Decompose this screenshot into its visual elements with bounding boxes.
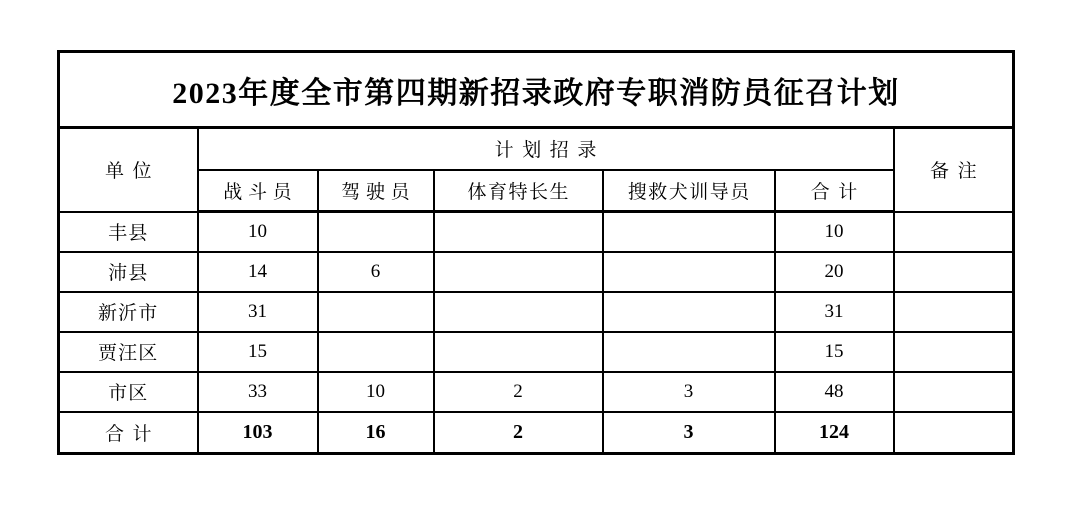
- data-cell: [434, 252, 603, 292]
- data-cell: [434, 292, 603, 332]
- data-cell: 14: [198, 252, 318, 292]
- table-row-fengxian: [59, 212, 1014, 252]
- data-cell: 10: [198, 212, 318, 252]
- data-cell: 31: [775, 292, 894, 332]
- data-cell: [434, 212, 603, 252]
- data-cell: 3: [603, 372, 775, 412]
- data-cell: 2: [434, 372, 603, 412]
- title-row: [59, 52, 1014, 128]
- data-cell: 48: [775, 372, 894, 412]
- total-cell: 16: [318, 412, 434, 454]
- data-cell: [603, 212, 775, 252]
- total-cell: 103: [198, 412, 318, 454]
- table-row-shiqu: [59, 372, 1014, 412]
- data-cell: [318, 212, 434, 252]
- total-row-label: 合计: [59, 412, 198, 454]
- data-cell: 33: [198, 372, 318, 412]
- header-row-2: [59, 170, 1014, 212]
- total-cell: 3: [603, 412, 775, 454]
- data-cell: [434, 332, 603, 372]
- data-cell: 6: [318, 252, 434, 292]
- data-cell: [318, 332, 434, 372]
- subheader-driver: 驾驶员: [318, 170, 434, 212]
- unit-column-header: 单位: [59, 128, 198, 212]
- data-cell: [603, 332, 775, 372]
- row-unit-label: 新沂市: [59, 292, 198, 332]
- table-row-jiawangqu: [59, 332, 1014, 372]
- subheader-sports-specialty: 体育特长生: [434, 170, 603, 212]
- total-cell: 124: [775, 412, 894, 454]
- subheader-combatant: 战斗员: [198, 170, 318, 212]
- header-row-1: [59, 128, 1014, 170]
- remark-cell: [894, 372, 1014, 412]
- data-cell: 15: [198, 332, 318, 372]
- remark-cell: [894, 332, 1014, 372]
- data-cell: 10: [318, 372, 434, 412]
- row-unit-label: 贾汪区: [59, 332, 198, 372]
- subheader-subtotal: 合计: [775, 170, 894, 212]
- remark-cell: [894, 292, 1014, 332]
- data-cell: 20: [775, 252, 894, 292]
- recruitment-plan-table: [57, 50, 1015, 455]
- data-cell: 31: [198, 292, 318, 332]
- table-row-xinyishi: [59, 292, 1014, 332]
- row-unit-label: 市区: [59, 372, 198, 412]
- subheader-rescue-dog-trainer: 搜救犬训导员: [603, 170, 775, 212]
- table-title: 2023年度全市第四期新招录政府专职消防员征召计划: [59, 52, 1014, 128]
- remarks-column-header: 备注: [894, 128, 1014, 212]
- data-cell: 10: [775, 212, 894, 252]
- remark-cell: [894, 212, 1014, 252]
- plan-group-header: 计划招录: [198, 128, 894, 170]
- row-unit-label: 沛县: [59, 252, 198, 292]
- row-unit-label: 丰县: [59, 212, 198, 252]
- remark-cell: [894, 412, 1014, 454]
- data-cell: [603, 292, 775, 332]
- total-cell: 2: [434, 412, 603, 454]
- data-cell: [318, 292, 434, 332]
- remark-cell: [894, 252, 1014, 292]
- data-cell: [603, 252, 775, 292]
- table-row-peixian: [59, 252, 1014, 292]
- data-cell: 15: [775, 332, 894, 372]
- table-row-total: [59, 412, 1014, 454]
